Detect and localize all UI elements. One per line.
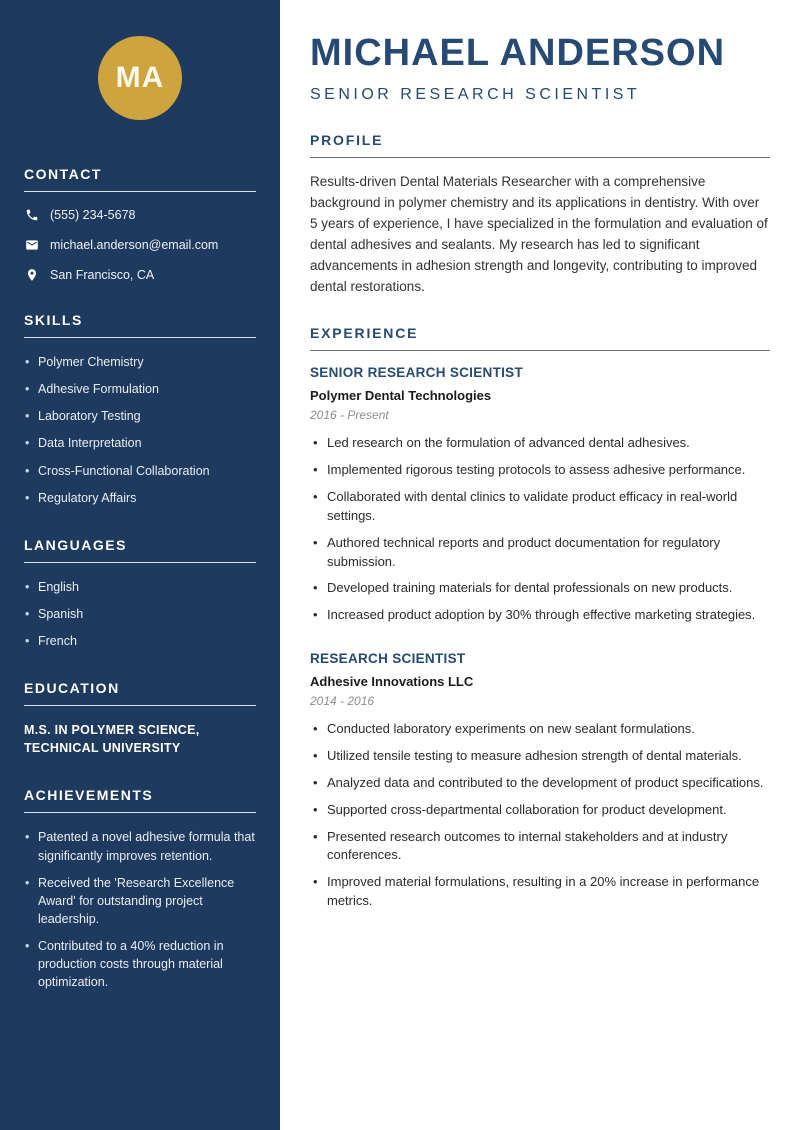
job-bullet: • Developed training materials for dental professionals on new products.: [310, 579, 770, 598]
location-pin-icon: [24, 267, 39, 282]
job-bullet: • Collaborated with dental clinics to validate product efficacy in real-world settings.: [310, 488, 770, 526]
sidebar: [0, 0, 280, 1130]
job-bullet: • Authored technical reports and product documentation for regulatory submission.: [310, 534, 770, 572]
achievement-item: • Patented a novel adhesive formula that significantly improves retention.: [24, 828, 256, 864]
candidate-name: MICHAEL ANDERSON: [310, 32, 726, 74]
skill-item: • Cross-Functional Collaboration: [24, 462, 256, 480]
contact-location-row: [24, 267, 256, 282]
job-bullet-list: [310, 720, 770, 911]
profile-section: [310, 132, 770, 298]
achievements-section-title: ACHIEVEMENTS: [24, 787, 256, 813]
job-role: RESEARCH SCIENTIST: [310, 651, 466, 667]
profile-text: Results-driven Dental Materials Researcher with a comprehensive background in polymer chemistry and its applications in dentistry. With over 5 years of experience, I have specialized in the formulation and evaluation of dental adhesives and sealants. My research has led to significant advancements in adhesion strength and longevity, contributing to improved dental restorations.: [310, 173, 768, 294]
achievement-item: • Contributed to a 40% reduction in production costs through material optimization.: [24, 937, 256, 991]
contact-phone-row: [24, 207, 256, 222]
experience-job: [310, 365, 770, 625]
job-bullet: • Presented research outcomes to internal stakeholders and at industry conferences.: [310, 828, 770, 866]
phone-icon: [24, 207, 39, 222]
skill-item: • Regulatory Affairs: [24, 489, 256, 507]
main-content: [280, 0, 800, 1130]
experience-section: [310, 325, 770, 911]
education-section: [24, 680, 256, 757]
languages-section-title: LANGUAGES: [24, 537, 256, 563]
skill-item: • Data Interpretation: [24, 434, 256, 452]
contact-email-row: [24, 237, 256, 252]
skills-section: [24, 312, 256, 507]
languages-section: [24, 537, 256, 650]
experience-job: [310, 651, 770, 911]
job-bullet: • Improved material formulations, resulting in a 20% increase in performance metrics.: [310, 873, 770, 911]
job-bullet: • Supported cross-departmental collaboration for product development.: [310, 801, 770, 820]
education-degree: M.S. IN POLYMER SCIENCE, TECHNICAL UNIVERSITY: [24, 723, 200, 756]
job-company: Polymer Dental Technologies: [310, 388, 492, 404]
skills-section-title: SKILLS: [24, 312, 256, 338]
job-bullet-list: [310, 434, 770, 625]
job-bullet: • Analyzed data and contributed to the development of product specifications.: [310, 774, 770, 793]
contact-location-value: San Francisco, CA: [50, 267, 155, 282]
candidate-job-title: SENIOR RESEARCH SCIENTIST: [310, 85, 641, 103]
contact-email-value: michael.anderson@email.com: [50, 237, 219, 252]
profile-section-title: PROFILE: [310, 132, 770, 158]
contact-phone-value: (555) 234-5678: [50, 207, 136, 222]
language-item: • Spanish: [24, 605, 256, 623]
skill-item: • Polymer Chemistry: [24, 353, 256, 371]
avatar: [98, 36, 182, 120]
language-item: • French: [24, 632, 256, 650]
contact-section-title: CONTACT: [24, 166, 256, 192]
job-bullet: • Implemented rigorous testing protocols to assess adhesive performance.: [310, 461, 770, 480]
skill-item: • Laboratory Testing: [24, 407, 256, 425]
job-bullet: • Utilized tensile testing to measure adhesion strength of dental materials.: [310, 747, 770, 766]
skills-list: [24, 353, 256, 507]
avatar-initials: MA: [115, 61, 165, 94]
job-bullet: • Conducted laboratory experiments on new sealant formulations.: [310, 720, 770, 739]
job-bullet: • Led research on the formulation of advanced dental adhesives.: [310, 434, 770, 453]
languages-list: [24, 578, 256, 650]
job-dates: 2016 - Present: [310, 408, 389, 423]
email-icon: [24, 237, 39, 252]
job-role: SENIOR RESEARCH SCIENTIST: [310, 365, 524, 381]
experience-section-title: EXPERIENCE: [310, 325, 770, 351]
education-section-title: EDUCATION: [24, 680, 256, 706]
contact-section: [24, 166, 256, 282]
job-bullet: • Increased product adoption by 30% through effective marketing strategies.: [310, 606, 770, 625]
job-company: Adhesive Innovations LLC: [310, 674, 474, 690]
skill-item: • Adhesive Formulation: [24, 380, 256, 398]
achievement-item: • Received the 'Research Excellence Award' for outstanding project leadership.: [24, 874, 256, 928]
language-item: • English: [24, 578, 256, 596]
achievements-list: [24, 828, 256, 991]
achievements-section: [24, 787, 256, 991]
job-dates: 2014 - 2016: [310, 694, 375, 709]
